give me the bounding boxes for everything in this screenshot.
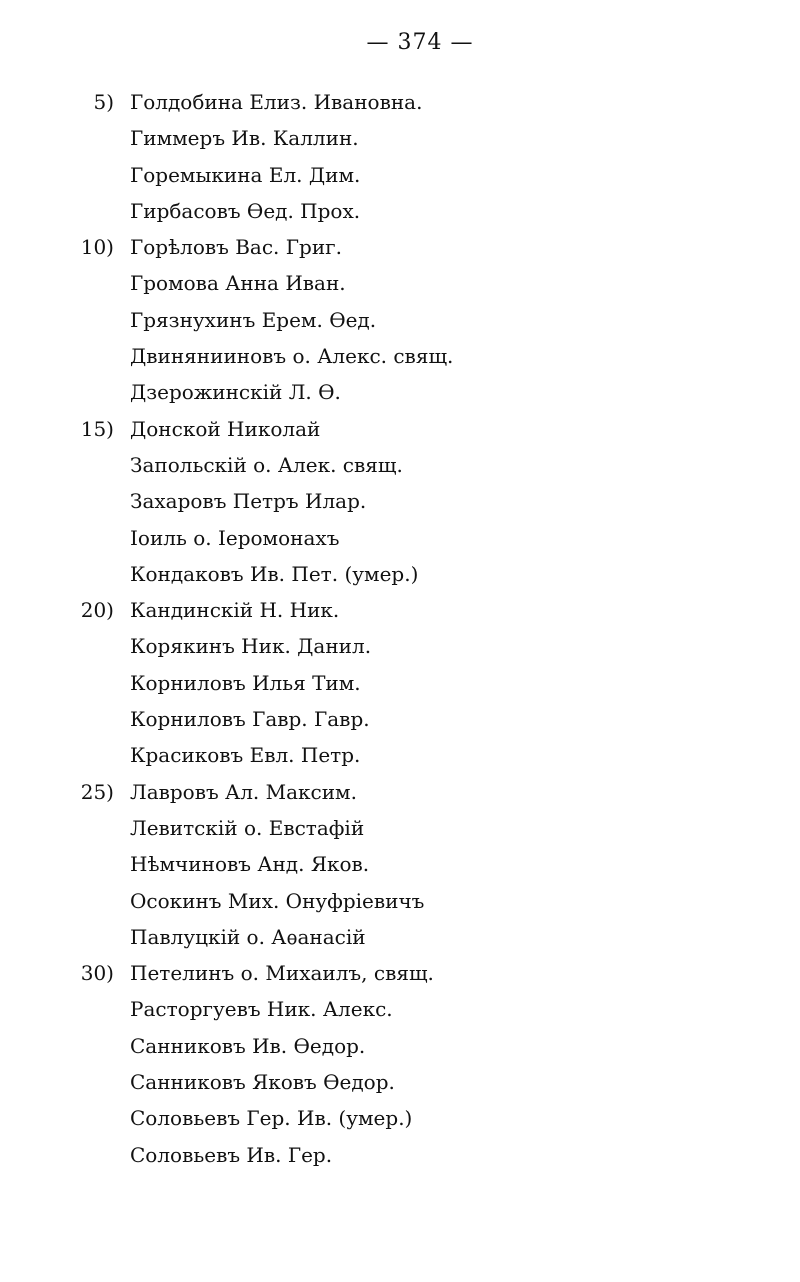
entry-name: Санниковъ Яковъ Ѳедор. (130, 1070, 395, 1095)
entry-name: Запольскій о. Алек. свящ. (130, 452, 403, 477)
entry-name: Корниловъ Гавр. Гавр. (130, 707, 370, 732)
list-item (0, 592, 800, 628)
list-item (0, 411, 800, 447)
list-item (0, 665, 800, 701)
entry-name: Павлуцкій о. Аѳанасій (130, 924, 366, 949)
entry-name: Дзерожинскій Л. Ѳ. (130, 380, 341, 405)
entry-name: Соловьевъ Ив. Гер. (130, 1142, 333, 1167)
list-item (0, 1028, 800, 1064)
entry-name: Громова Анна Иван. (130, 271, 346, 296)
list-item (0, 846, 800, 882)
list-item (0, 338, 800, 374)
list-item (0, 302, 800, 338)
entry-name: Корниловъ Илья Тим. (130, 670, 361, 695)
list-item (0, 84, 800, 120)
list-item (0, 701, 800, 737)
entry-name: Горемыкина Ел. Дим. (130, 162, 361, 187)
list-item (0, 919, 800, 955)
entry-name: Іоиль о. Іеромонахъ (130, 525, 340, 550)
list-item (0, 810, 800, 846)
list-item (0, 1100, 800, 1136)
entry-name: Горѣловъ Вас. Григ. (130, 235, 342, 260)
list-item (0, 883, 800, 919)
entry-name: Соловьевъ Гер. Ив. (умер.) (130, 1106, 413, 1131)
list-item (0, 1064, 800, 1100)
entry-name: Кандинскій Н. Ник. (130, 598, 340, 623)
list-item (0, 991, 800, 1027)
entry-name: Захаровъ Петръ Илар. (130, 489, 367, 514)
list-item (0, 120, 800, 156)
list-item (0, 265, 800, 301)
entry-name: Красиковъ Евл. Петр. (130, 743, 361, 768)
list-item (0, 737, 800, 773)
entry-name: Гиммеръ Ив. Каллин. (130, 126, 359, 151)
list-item (0, 955, 800, 991)
page-number: — 374 — (366, 30, 474, 55)
entry-name: Корякинъ Ник. Данил. (130, 634, 372, 659)
entry-number: 25) (80, 779, 114, 804)
list-item (0, 157, 800, 193)
list-item (0, 1137, 800, 1173)
entry-name: Осокинъ Мих. Онуфріевичъ (130, 888, 425, 913)
entry-name: Гирбасовъ Ѳед. Прох. (130, 198, 361, 223)
entry-name: Расторгуевъ Ник. Алекс. (130, 997, 393, 1022)
name-list (0, 84, 800, 1173)
entry-number: 5) (93, 90, 114, 114)
list-item (0, 193, 800, 229)
list-item (0, 374, 800, 410)
entry-name: Лавровъ Ал. Максим. (130, 779, 357, 804)
entry-name: Кондаковъ Ив. Пет. (умер.) (130, 561, 419, 586)
list-item (0, 628, 800, 664)
entry-number: 15) (80, 416, 114, 441)
entry-number: 30) (80, 961, 114, 986)
entry-name: Грязнухинъ Ерем. Ѳед. (130, 307, 377, 332)
list-item (0, 774, 800, 810)
entry-number: 20) (80, 598, 114, 623)
entry-name: Голдобина Елиз. Ивановна. (130, 90, 423, 114)
list-item (0, 229, 800, 265)
list-item (0, 556, 800, 592)
list-item (0, 447, 800, 483)
entry-number: 10) (80, 235, 114, 260)
entry-name: Левитскій о. Евстафій (130, 815, 365, 840)
list-item (0, 483, 800, 519)
entry-name: Донской Николай (130, 416, 321, 441)
entry-name: Петелинъ о. Михаилъ, свящ. (130, 961, 434, 986)
entry-name: Двинянииновъ о. Алекс. свящ. (130, 344, 454, 369)
entry-name: Санниковъ Ив. Ѳедор. (130, 1033, 366, 1058)
entry-name: Нѣмчиновъ Анд. Яков. (130, 852, 370, 877)
list-item (0, 520, 800, 556)
